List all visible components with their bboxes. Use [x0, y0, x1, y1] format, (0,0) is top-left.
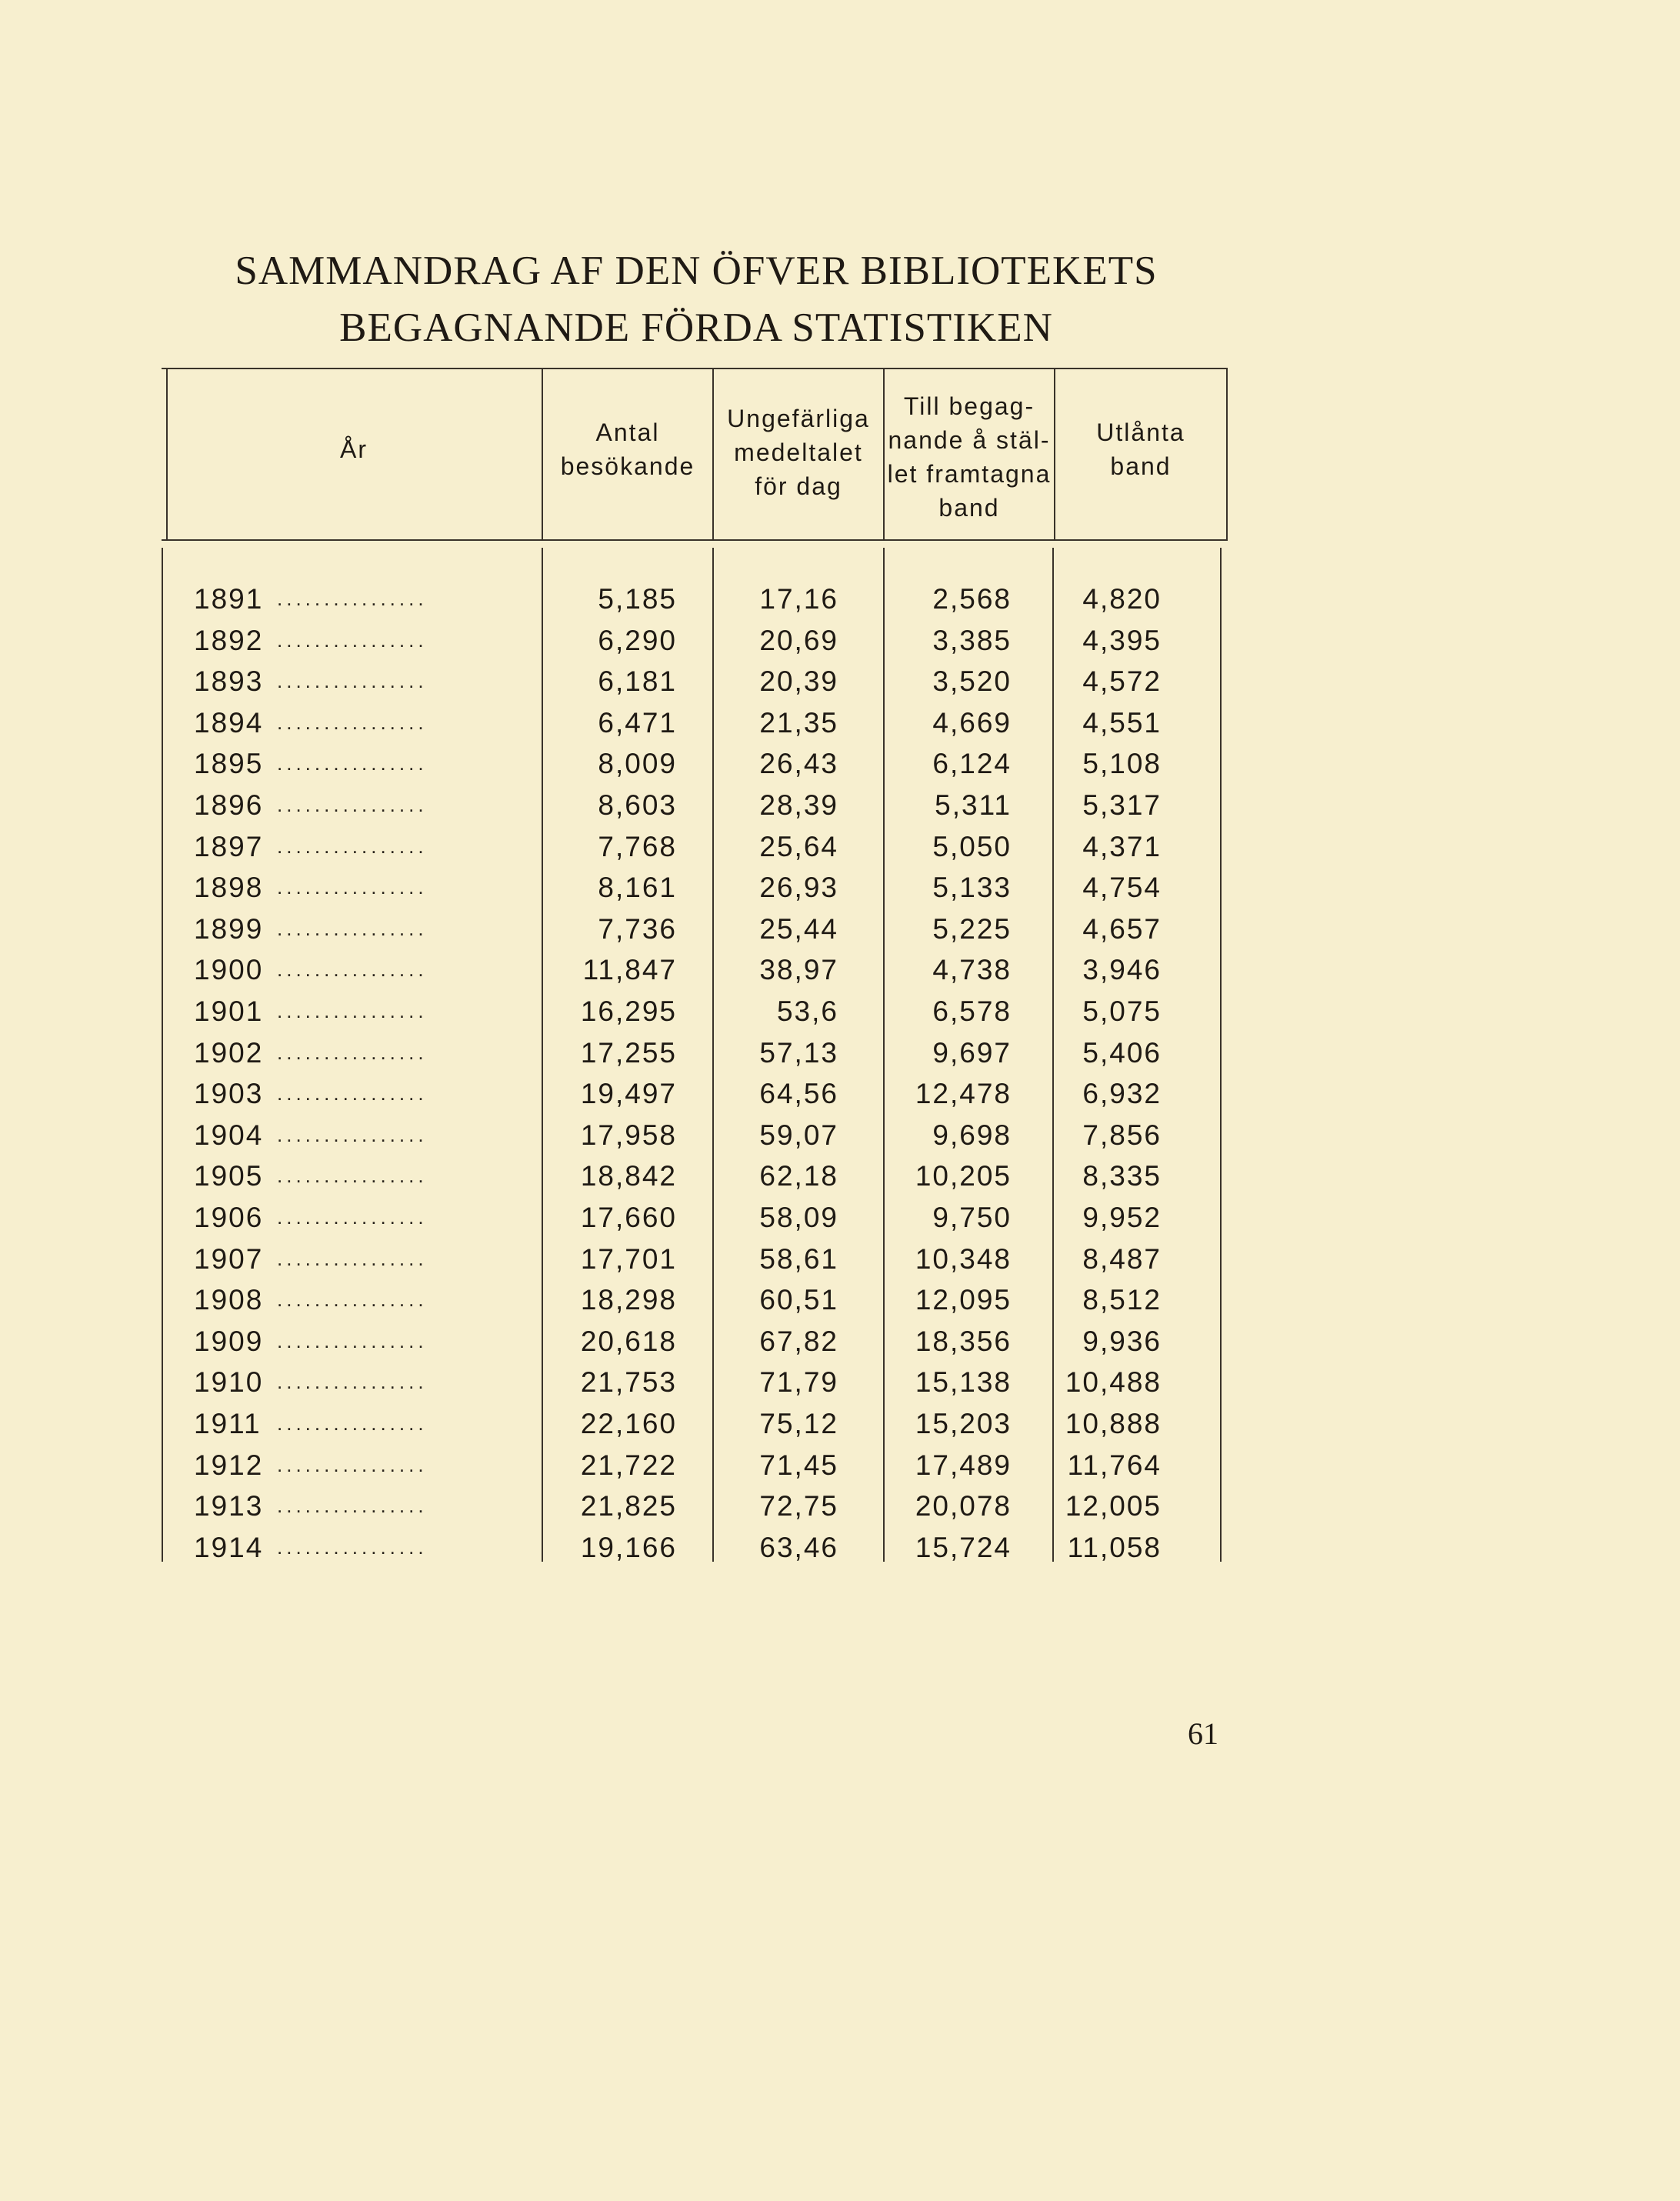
dot-leader: ................ [277, 1452, 428, 1476]
dot-leader: ................ [277, 1329, 428, 1352]
dot-leader: ................ [277, 587, 428, 610]
cell-volumes-used: 6,578 [932, 995, 1012, 1027]
cell-volumes-used: 10,205 [915, 1160, 1012, 1192]
header-line: band [938, 494, 1000, 522]
column-header-daily-average [714, 402, 883, 503]
header-line: besökande [560, 452, 695, 480]
cell-volumes-lent: 12,005 [1065, 1490, 1162, 1522]
dot-leader: ................ [277, 669, 428, 693]
dot-leader: ................ [277, 999, 428, 1022]
header-bottom-rule [162, 539, 1228, 541]
table-row [0, 579, 1231, 619]
cell-visitors: 17,255 [580, 1036, 677, 1069]
table-row [0, 620, 1231, 661]
table-row [0, 1032, 1231, 1073]
page-number: 61 [1188, 1716, 1218, 1751]
cell-volumes-lent: 5,317 [1082, 789, 1162, 821]
cell-year: 1895 [194, 748, 264, 780]
table-row [0, 1115, 1231, 1156]
cell-visitors: 7,736 [598, 912, 677, 945]
cell-visitors: 8,603 [598, 789, 677, 821]
header-line: Ungefärliga [727, 405, 870, 432]
cell-volumes-lent: 9,952 [1082, 1202, 1162, 1233]
cell-volumes-lent: 8,512 [1082, 1284, 1162, 1316]
cell-volumes-used: 12,095 [915, 1284, 1012, 1316]
cell-year: 1903 [194, 1078, 264, 1110]
cell-year: 1905 [194, 1160, 264, 1192]
cell-visitors: 6,181 [598, 665, 677, 698]
page-title-line-1: SAMMANDRAG AF DEN ÖFVER BIBLIOTEKETS [235, 248, 1158, 293]
cell-volumes-used: 10,348 [915, 1242, 1012, 1275]
dot-leader: ................ [277, 875, 428, 899]
dot-leader: ................ [277, 1206, 428, 1229]
cell-daily-average: 64,56 [759, 1078, 838, 1110]
cell-visitors: 17,701 [580, 1242, 677, 1275]
cell-year: 1914 [194, 1531, 264, 1563]
table-row [0, 785, 1231, 825]
cell-daily-average: 72,75 [759, 1490, 838, 1522]
table-top-rule [162, 368, 1228, 369]
table-row [0, 743, 1231, 784]
cell-daily-average: 63,46 [759, 1531, 838, 1563]
page-title-line-2: BEGAGNANDE FÖRDA STATISTIKEN [339, 305, 1053, 350]
column-header-visitors [543, 415, 712, 483]
cell-volumes-used: 9,750 [932, 1202, 1012, 1233]
cell-volumes-lent: 4,371 [1082, 830, 1162, 862]
dot-leader: ................ [277, 958, 428, 982]
table-row [0, 1156, 1231, 1196]
cell-volumes-used: 20,078 [915, 1490, 1012, 1522]
table-row [0, 1403, 1231, 1444]
cell-volumes-used: 4,738 [932, 954, 1012, 986]
cell-year: 1899 [194, 912, 264, 945]
cell-visitors: 18,842 [580, 1160, 677, 1192]
cell-visitors: 21,753 [580, 1366, 677, 1399]
cell-daily-average: 71,79 [759, 1366, 838, 1399]
cell-volumes-used: 18,356 [915, 1325, 1012, 1357]
dot-leader: ................ [277, 1494, 428, 1518]
header-line: Utlånta [1096, 419, 1185, 446]
cell-volumes-lent: 4,551 [1082, 706, 1162, 739]
cell-year: 1902 [194, 1036, 264, 1069]
cell-daily-average: 60,51 [759, 1284, 838, 1316]
cell-daily-average: 62,18 [759, 1160, 838, 1192]
dot-leader: ................ [277, 1082, 428, 1106]
cell-daily-average: 28,39 [759, 789, 838, 821]
table-row [0, 991, 1231, 1032]
cell-year: 1891 [194, 583, 264, 615]
dot-leader: ................ [277, 834, 428, 858]
cell-volumes-lent: 5,406 [1082, 1036, 1162, 1069]
dot-leader: ................ [277, 1370, 428, 1394]
cell-volumes-used: 15,724 [915, 1531, 1012, 1563]
cell-year: 1893 [194, 665, 264, 698]
cell-year: 1908 [194, 1284, 264, 1316]
cell-year: 1898 [194, 872, 264, 904]
cell-volumes-used: 4,669 [932, 706, 1012, 739]
cell-visitors: 8,161 [598, 872, 677, 904]
cell-volumes-used: 17,489 [915, 1449, 1012, 1481]
cell-volumes-used: 3,385 [932, 624, 1012, 656]
cell-volumes-lent: 5,108 [1082, 748, 1162, 780]
cell-volumes-lent: 11,058 [1067, 1531, 1162, 1563]
column-header-year [166, 432, 542, 466]
cell-year: 1904 [194, 1119, 264, 1151]
cell-volumes-used: 3,520 [932, 665, 1012, 698]
header-line: Till begag- [903, 392, 1035, 420]
cell-year: 1913 [194, 1490, 264, 1522]
cell-year: 1911 [194, 1408, 262, 1439]
header-line: Antal [595, 419, 660, 446]
cell-daily-average: 53,6 [776, 995, 838, 1027]
cell-visitors: 22,160 [580, 1408, 677, 1439]
cell-volumes-used: 5,050 [932, 830, 1012, 862]
cell-daily-average: 75,12 [759, 1408, 838, 1439]
cell-volumes-lent: 10,888 [1065, 1408, 1162, 1439]
cell-daily-average: 38,97 [759, 954, 838, 986]
cell-volumes-lent: 5,075 [1082, 995, 1162, 1027]
cell-volumes-used: 15,138 [915, 1366, 1012, 1399]
cell-volumes-lent: 8,487 [1082, 1242, 1162, 1275]
table-row [0, 1445, 1231, 1486]
table-row [0, 949, 1231, 990]
dot-leader: ................ [277, 1288, 428, 1312]
cell-volumes-lent: 11,764 [1067, 1449, 1162, 1481]
table-row [0, 1239, 1231, 1279]
cell-visitors: 19,166 [580, 1531, 677, 1563]
dot-leader: ................ [277, 752, 428, 775]
header-line: medeltalet [734, 439, 863, 466]
cell-visitors: 21,722 [580, 1449, 677, 1481]
cell-daily-average: 59,07 [759, 1119, 838, 1151]
cell-daily-average: 71,45 [759, 1449, 838, 1481]
cell-visitors: 8,009 [598, 748, 677, 780]
cell-daily-average: 17,16 [759, 583, 838, 615]
cell-daily-average: 20,69 [759, 624, 838, 656]
cell-year: 1900 [194, 954, 264, 986]
cell-volumes-lent: 7,856 [1082, 1119, 1162, 1151]
cell-daily-average: 21,35 [759, 706, 838, 739]
cell-volumes-used: 5,133 [932, 872, 1012, 904]
dot-leader: ................ [277, 1535, 428, 1559]
table-row [0, 867, 1231, 908]
header-line: för dag [755, 472, 842, 500]
table-row [0, 1486, 1231, 1526]
cell-volumes-lent: 4,395 [1082, 624, 1162, 656]
table-row [0, 1073, 1231, 1114]
table-row [0, 826, 1231, 867]
cell-volumes-lent: 3,946 [1082, 954, 1162, 986]
cell-volumes-used: 9,698 [932, 1119, 1012, 1151]
dot-leader: ................ [277, 1040, 428, 1064]
cell-volumes-lent: 4,657 [1082, 912, 1162, 945]
cell-year: 1912 [194, 1449, 264, 1481]
cell-volumes-used: 2,568 [932, 583, 1012, 615]
cell-visitors: 11,847 [582, 954, 677, 986]
dot-leader: ................ [277, 1122, 428, 1146]
cell-visitors: 17,660 [580, 1202, 677, 1233]
cell-volumes-used: 5,311 [935, 789, 1012, 821]
header-line: band [1110, 452, 1172, 480]
cell-volumes-used: 6,124 [932, 748, 1012, 780]
cell-daily-average: 58,09 [759, 1202, 838, 1233]
cell-volumes-used: 12,478 [915, 1078, 1012, 1110]
table-row [0, 702, 1231, 743]
cell-daily-average: 58,61 [759, 1242, 838, 1275]
cell-daily-average: 25,64 [759, 830, 838, 862]
cell-year: 1909 [194, 1325, 264, 1357]
cell-visitors: 18,298 [580, 1284, 677, 1316]
cell-volumes-lent: 4,754 [1082, 872, 1162, 904]
table-row [0, 661, 1231, 702]
cell-volumes-lent: 10,488 [1065, 1366, 1162, 1399]
cell-year: 1906 [194, 1202, 264, 1233]
table-row [0, 1362, 1231, 1402]
cell-volumes-lent: 4,820 [1082, 583, 1162, 615]
cell-volumes-used: 15,203 [915, 1408, 1012, 1439]
cell-daily-average: 67,82 [759, 1325, 838, 1357]
dot-leader: ................ [277, 710, 428, 734]
column-header-volumes-used [885, 389, 1054, 525]
dot-leader: ................ [277, 916, 428, 940]
cell-visitors: 17,958 [580, 1119, 677, 1151]
table-row [0, 1279, 1231, 1320]
cell-visitors: 16,295 [580, 995, 677, 1027]
cell-daily-average: 25,44 [759, 912, 838, 945]
dot-leader: ................ [277, 628, 428, 652]
cell-year: 1892 [194, 624, 264, 656]
table-row [0, 1321, 1231, 1362]
table-row [0, 909, 1231, 949]
header-line: nande å stäl- [888, 426, 1051, 454]
cell-visitors: 7,768 [598, 830, 677, 862]
cell-daily-average: 57,13 [759, 1036, 838, 1069]
table-row [0, 1197, 1231, 1238]
cell-visitors: 5,185 [598, 583, 677, 615]
cell-year: 1894 [194, 706, 264, 739]
header-line: År [340, 435, 368, 463]
cell-visitors: 19,497 [580, 1078, 677, 1110]
header-line: let framtagna [887, 460, 1052, 488]
cell-year: 1907 [194, 1242, 264, 1275]
cell-volumes-used: 9,697 [932, 1036, 1012, 1069]
cell-volumes-lent: 4,572 [1082, 665, 1162, 698]
dot-leader: ................ [277, 1246, 428, 1270]
cell-visitors: 21,825 [580, 1490, 677, 1522]
cell-volumes-used: 5,225 [932, 912, 1012, 945]
cell-year: 1901 [194, 995, 264, 1027]
cell-year: 1910 [194, 1366, 264, 1399]
cell-volumes-lent: 9,936 [1082, 1325, 1162, 1357]
column-rule [1226, 369, 1228, 540]
dot-leader: ................ [277, 1412, 428, 1435]
cell-daily-average: 26,43 [759, 748, 838, 780]
cell-visitors: 6,290 [598, 624, 677, 656]
cell-visitors: 6,471 [598, 706, 677, 739]
cell-volumes-lent: 8,335 [1082, 1160, 1162, 1192]
cell-visitors: 20,618 [580, 1325, 677, 1357]
dot-leader: ................ [277, 1164, 428, 1188]
dot-leader: ................ [277, 793, 428, 816]
cell-year: 1897 [194, 830, 264, 862]
table-row [0, 1527, 1231, 1568]
cell-volumes-lent: 6,932 [1082, 1078, 1162, 1110]
column-header-volumes-lent [1055, 415, 1226, 483]
cell-daily-average: 20,39 [759, 665, 838, 698]
cell-year: 1896 [194, 789, 264, 821]
cell-daily-average: 26,93 [759, 872, 838, 904]
